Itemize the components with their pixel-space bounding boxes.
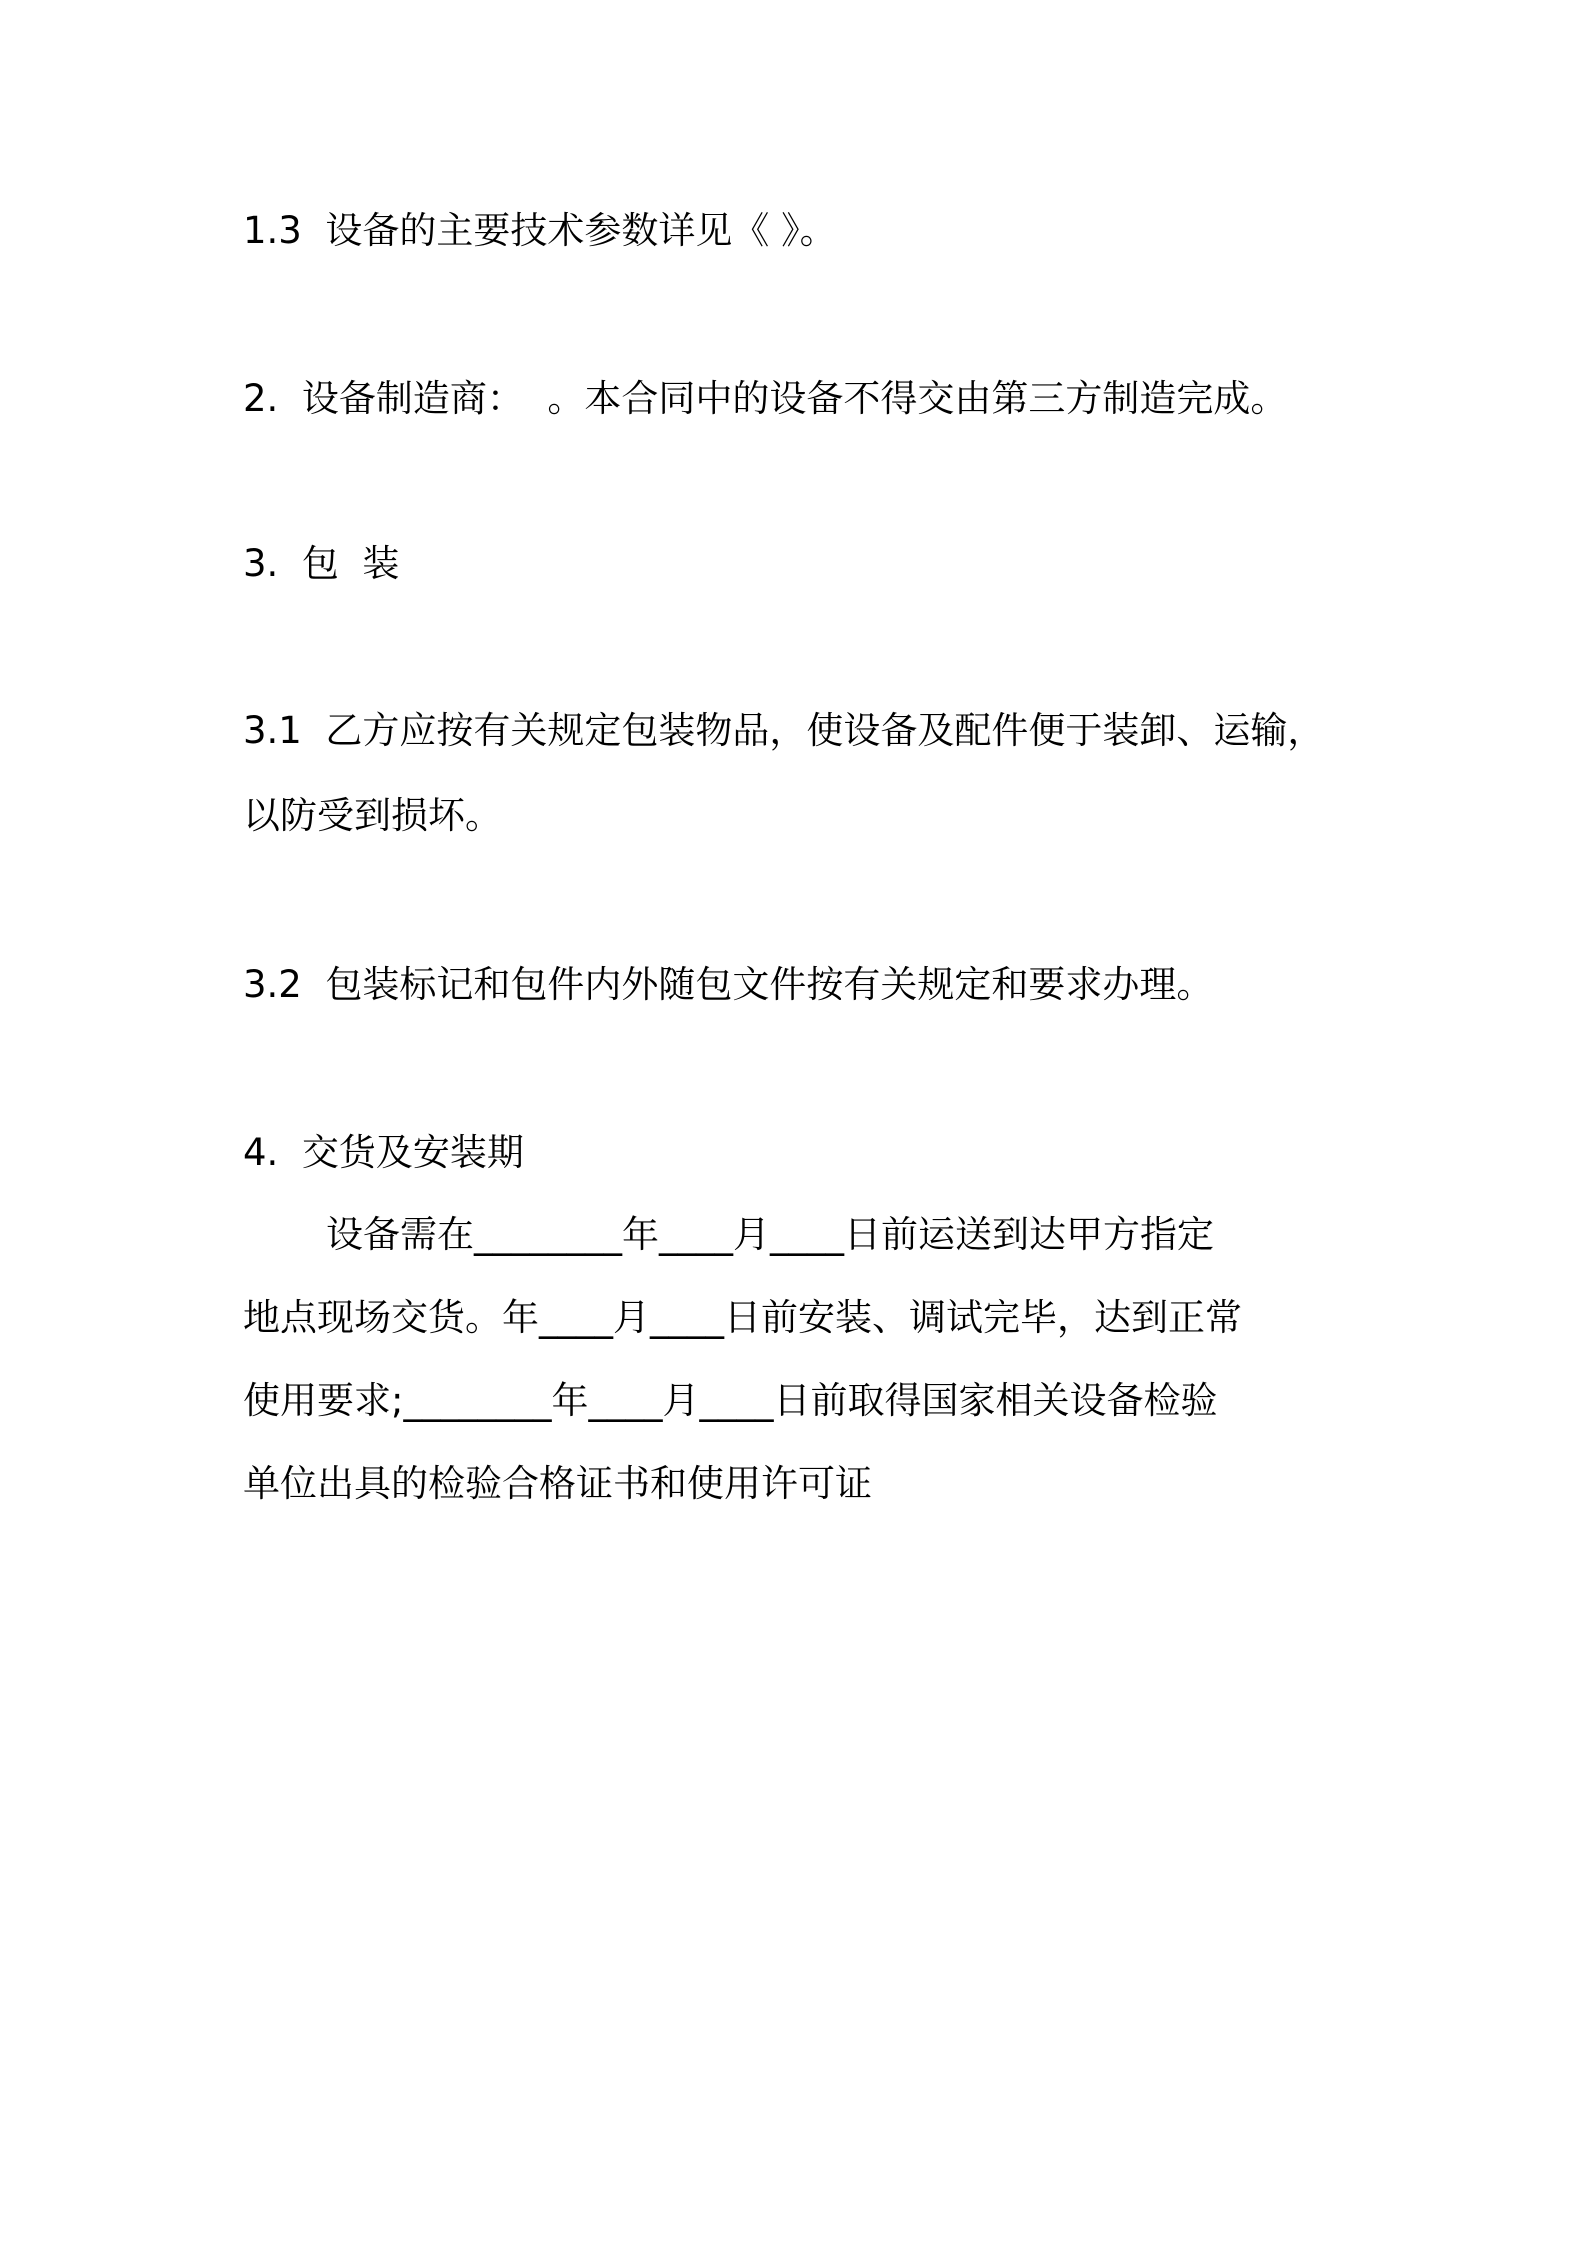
section-4-heading: 4. 交货及安装期	[243, 1131, 524, 1174]
delivery-paragraph-line-1: 设备需在________年____月____日前运送到达甲方指定	[326, 1213, 1214, 1256]
delivery-paragraph-line-2: 地点现场交货。年____月____日前安装、调试完毕，达到正常	[243, 1296, 1242, 1339]
clause-3-1-line-1: 3.1 乙方应按有关规定包装物品，使设备及配件便于装卸、运输，	[243, 709, 1325, 752]
delivery-paragraph-line-3: 使用要求;________年____月____日前取得国家相关设备检验	[243, 1379, 1218, 1422]
clause-2-manufacturer: 2. 设备制造商： 。本合同中的设备不得交由第三方制造完成。	[243, 377, 1288, 420]
clause-3-2: 3.2 包装标记和包件内外随包文件按有关规定和要求办理。	[243, 963, 1214, 1006]
clause-1-3: 1.3 设备的主要技术参数详见《 》。	[243, 209, 837, 252]
section-3-heading: 3. 包 装	[243, 542, 400, 585]
clause-3-1-line-2: 以防受到损坏。	[243, 794, 502, 837]
delivery-paragraph-line-4: 单位出具的检验合格证书和使用许可证	[243, 1462, 872, 1505]
